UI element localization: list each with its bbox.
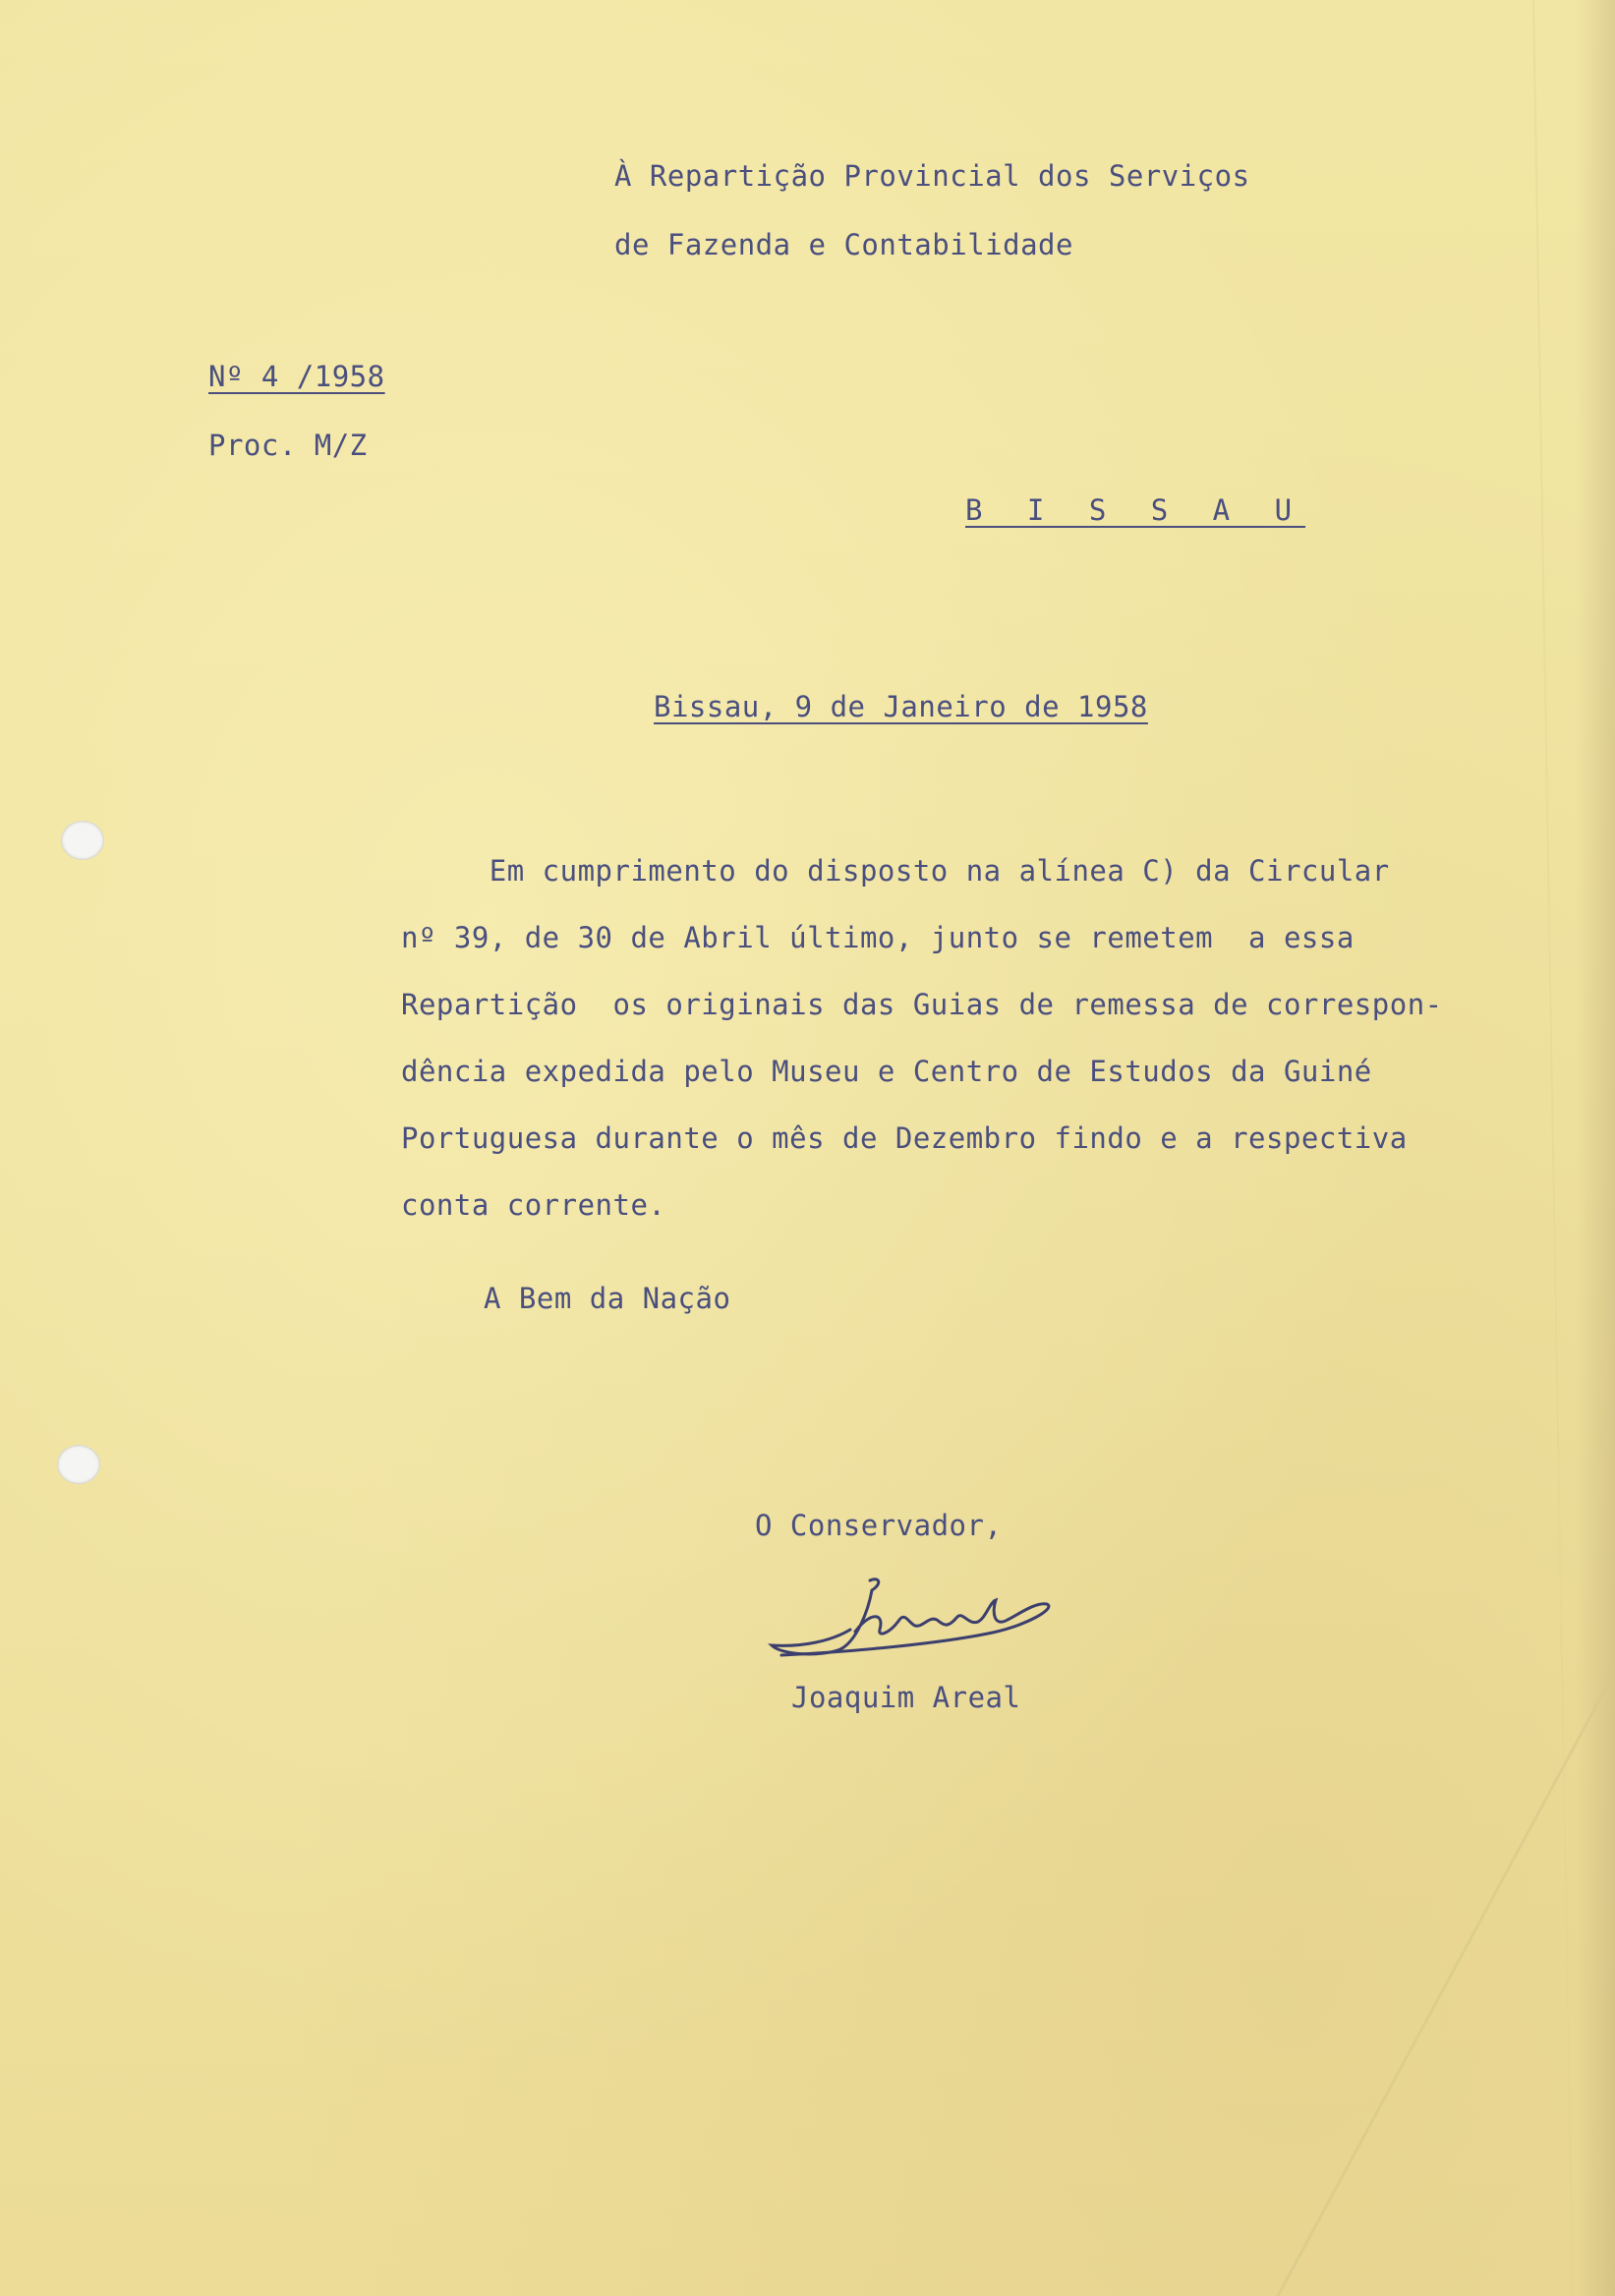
body-line: nº 39, de 30 de Abril último, junto se remetem a essa [401, 921, 1355, 954]
destination-city: B I S S A U [965, 493, 1306, 527]
letter-body [401, 847, 1531, 1248]
punch-hole-top [61, 821, 104, 860]
signatory-title: O Conservador, [755, 1509, 1003, 1542]
body-line: conta corrente. [401, 1188, 666, 1222]
body-line: Em cumprimento do disposto na alínea C) da Circular [401, 854, 1390, 888]
process-reference: Proc. M/Z [208, 429, 368, 462]
body-line: dência expedida pelo Museu e Centro de Estudos da Guiné [401, 1055, 1372, 1088]
closing-salutation: A Bem da Nação [484, 1282, 731, 1315]
date-line: Bissau, 9 de Janeiro de 1958 [654, 690, 1148, 723]
body-line: Portuguesa durante o mês de Dezembro findo e a respectiva [401, 1121, 1408, 1155]
body-line: Repartição os originais das Guias de remessa de correspon- [401, 988, 1443, 1021]
punch-hole-bottom [57, 1445, 100, 1484]
reference-number: Nº 4 /1958 [208, 360, 385, 393]
addressee-line-1: À Repartição Provincial dos Serviços [614, 159, 1250, 193]
signatory-name: Joaquim Areal [791, 1681, 1021, 1714]
addressee-line-2: de Fazenda e Contabilidade [614, 228, 1073, 261]
handwritten-signature [762, 1573, 1116, 1681]
